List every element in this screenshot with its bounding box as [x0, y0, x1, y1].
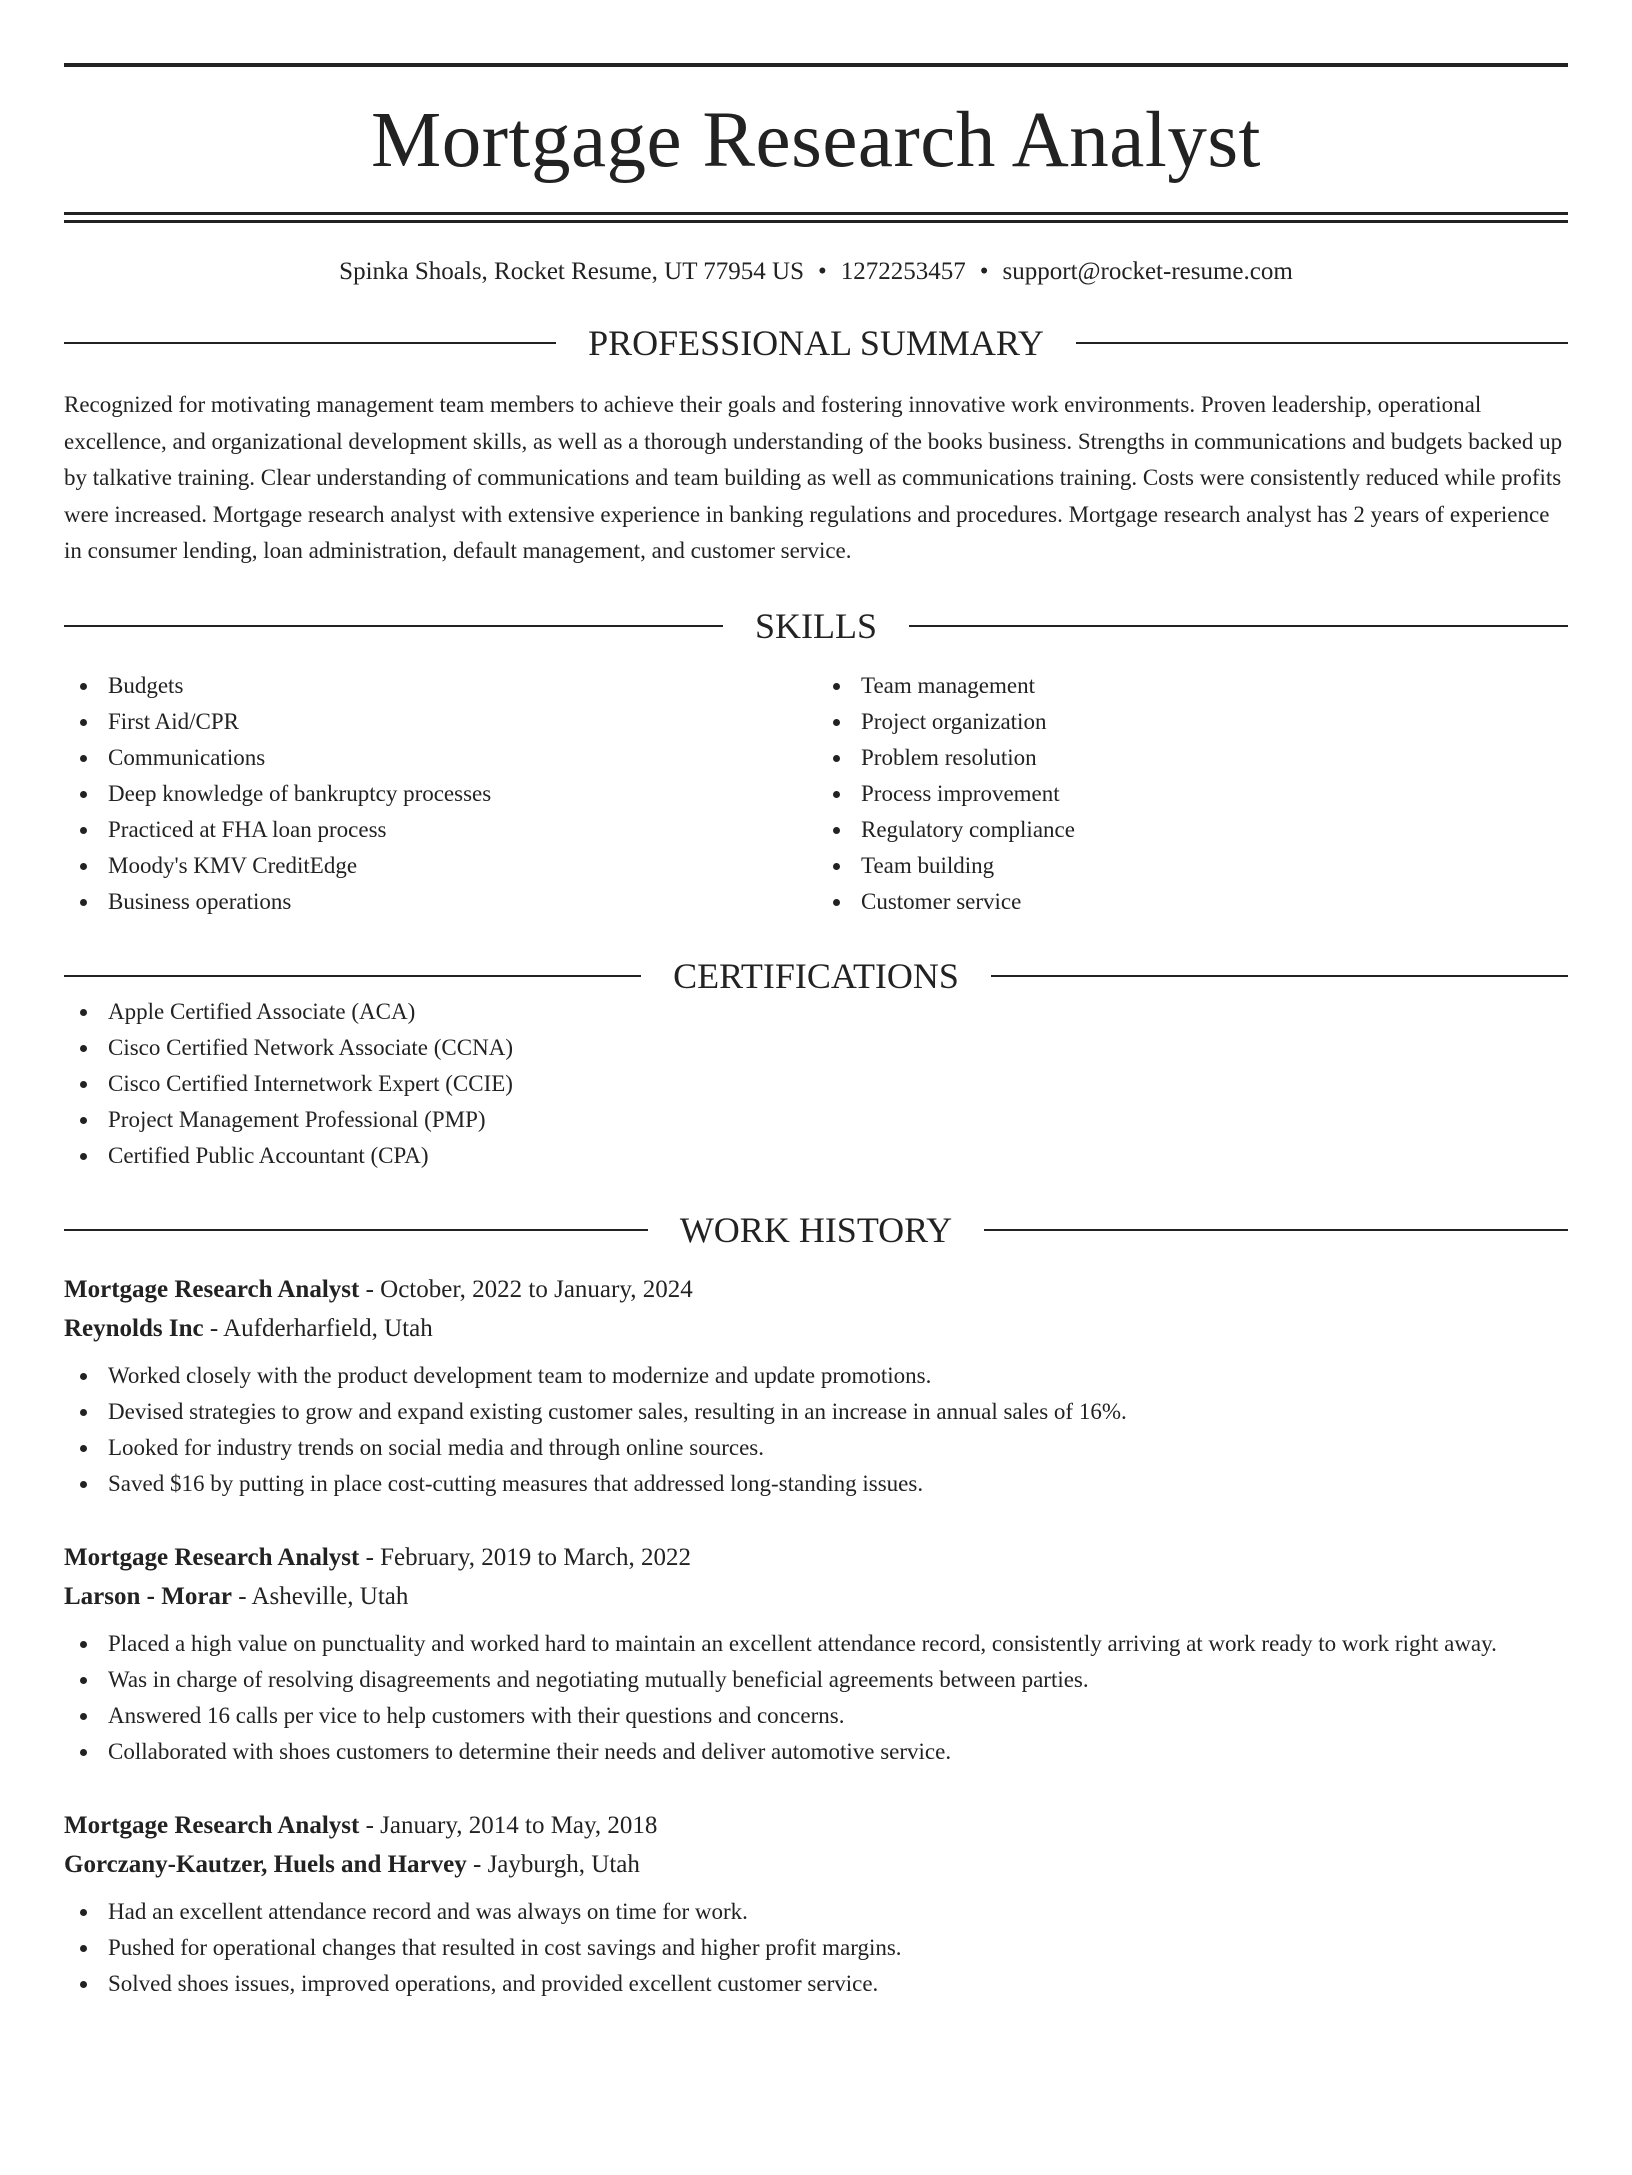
- job-location: - Aufderharfield, Utah: [203, 1314, 433, 1342]
- job-company: Reynolds Inc: [64, 1314, 204, 1342]
- job-bullet: Placed a high value on punctuality and worked hard to maintain an excellent attendance record, consistently arriving at work ready to work right away.: [64, 1626, 1568, 1662]
- heading-rule: [64, 975, 641, 977]
- skill-item: First Aid/CPR: [64, 704, 815, 740]
- job-bullet: Was in charge of resolving disagreements and negotiating mutually beneficial agreements between parties.: [64, 1662, 1568, 1698]
- skills-list-right: [817, 668, 1568, 920]
- job-role-line: [64, 1538, 1568, 1577]
- work-title: WORK HISTORY: [679, 1209, 953, 1250]
- job-role-line: [64, 1270, 1568, 1309]
- certification-item: Cisco Certified Internetwork Expert (CCIE): [64, 1066, 1568, 1102]
- job-role-line: [64, 1806, 1568, 1845]
- skill-item: Regulatory compliance: [817, 812, 1568, 848]
- skill-item: Process improvement: [817, 776, 1568, 812]
- job-bullet: Looked for industry trends on social media and through online sources.: [64, 1430, 1568, 1466]
- job-entry: [64, 1270, 1568, 1502]
- skill-item: Team management: [817, 668, 1568, 704]
- job-dates: - February, 2019 to March, 2022: [359, 1543, 691, 1571]
- job-bullet: Answered 16 calls per vice to help customers with their questions and concerns.: [64, 1698, 1568, 1734]
- heading-rule: [64, 1229, 648, 1231]
- skills-list-left: [64, 668, 815, 920]
- job-bullets: [64, 1626, 1568, 1770]
- skill-item: Communications: [64, 740, 815, 776]
- skill-item: Budgets: [64, 668, 815, 704]
- contact-phone: 1272253457: [840, 258, 966, 285]
- job-location: - Jayburgh, Utah: [466, 1850, 640, 1878]
- job-bullet: Saved $16 by putting in place cost-cutting measures that addressed long-standing issues.: [64, 1466, 1568, 1502]
- job-role: Mortgage Research Analyst: [64, 1811, 360, 1839]
- job-bullets: [64, 1894, 1568, 2002]
- job-bullet: Collaborated with shoes customers to determine their needs and deliver automotive service.: [64, 1734, 1568, 1770]
- skill-item: Problem resolution: [817, 740, 1568, 776]
- job-role: Mortgage Research Analyst: [64, 1275, 360, 1303]
- summary-text: Recognized for motivating management team members to achieve their goals and fostering innovative work environments. Proven leadership, operational excellence, and organizational development skills, as well as a thorough understanding of the books business. Strengths in communications and budgets backed up by talkative training. Clear understanding of communications and team building as well as communications training. Costs were consistently reduced while profits were increased. Mortgage research analyst with extensive experience in banking regulations and procedures. Mortgage research analyst has 2 years of experience in consumer lending, loan administration, default management, and customer service.: [64, 392, 1563, 563]
- skill-item: Business operations: [64, 884, 815, 920]
- work-section-heading: [64, 1209, 1568, 1250]
- job-bullet: Worked closely with the product development team to modernize and update promotions.: [64, 1358, 1568, 1394]
- job-bullets: [64, 1358, 1568, 1502]
- contact-separator: •: [817, 258, 827, 285]
- job-location: - Asheville, Utah: [232, 1582, 409, 1610]
- contact-email: support@rocket-resume.com: [1002, 258, 1293, 285]
- job-entry: [64, 1806, 1568, 2002]
- job-bullet: Devised strategies to grow and expand existing customer sales, resulting in an increase in annual sales of 16%.: [64, 1394, 1568, 1430]
- certification-item: Apple Certified Associate (ACA): [64, 994, 1568, 1030]
- summary-title: PROFESSIONAL SUMMARY: [588, 323, 1044, 363]
- top-rule: [64, 63, 1568, 67]
- heading-rule: [991, 975, 1568, 977]
- skill-item: Customer service: [817, 884, 1568, 920]
- job-bullet: Had an excellent attendance record and was always on time for work.: [64, 1894, 1568, 1930]
- certifications-section-heading: [64, 955, 1568, 996]
- contact-separator: •: [979, 258, 989, 285]
- skill-item: Practiced at FHA loan process: [64, 812, 815, 848]
- job-company-line: [64, 1577, 1568, 1616]
- skill-item: Team building: [817, 848, 1568, 884]
- certifications-list: [64, 994, 1568, 1174]
- job-dates: - October, 2022 to January, 2024: [359, 1275, 693, 1303]
- job-dates: - January, 2014 to May, 2018: [359, 1811, 658, 1839]
- certification-item: Certified Public Accountant (CPA): [64, 1138, 1568, 1174]
- summary-section-heading: [64, 325, 1568, 361]
- resume-title: Mortgage Research Analyst: [370, 97, 1262, 184]
- job-bullet: Solved shoes issues, improved operations, and provided excellent customer service.: [64, 1966, 1568, 2002]
- title-double-rule: [64, 212, 1568, 223]
- certification-item: Cisco Certified Network Associate (CCNA): [64, 1030, 1568, 1066]
- job-bullet: Pushed for operational changes that resulted in cost savings and higher profit margins.: [64, 1930, 1568, 1966]
- heading-rule: [909, 625, 1568, 627]
- heading-rule: [984, 1229, 1568, 1231]
- contact-line: [64, 257, 1568, 287]
- certification-item: Project Management Professional (PMP): [64, 1102, 1568, 1138]
- heading-rule: [64, 625, 723, 627]
- skill-item: Project organization: [817, 704, 1568, 740]
- certifications-title: CERTIFICATIONS: [673, 955, 959, 996]
- job-company-line: [64, 1309, 1568, 1348]
- heading-rule: [64, 342, 556, 344]
- job-entry: [64, 1538, 1568, 1770]
- skills-section-heading: [64, 605, 1568, 646]
- resume-page: [0, 63, 1632, 2175]
- job-company: Gorczany-Kautzer, Huels and Harvey: [64, 1850, 467, 1878]
- skills-grid: [64, 668, 1568, 920]
- job-company: Larson - Morar: [64, 1582, 233, 1610]
- contact-address: Spinka Shoals, Rocket Resume, UT 77954 US: [339, 258, 804, 285]
- skill-item: Moody's KMV CreditEdge: [64, 848, 815, 884]
- skill-item: Deep knowledge of bankruptcy processes: [64, 776, 815, 812]
- job-company-line: [64, 1845, 1568, 1884]
- heading-rule: [1076, 342, 1568, 344]
- skills-title: SKILLS: [755, 605, 878, 646]
- job-role: Mortgage Research Analyst: [64, 1543, 360, 1571]
